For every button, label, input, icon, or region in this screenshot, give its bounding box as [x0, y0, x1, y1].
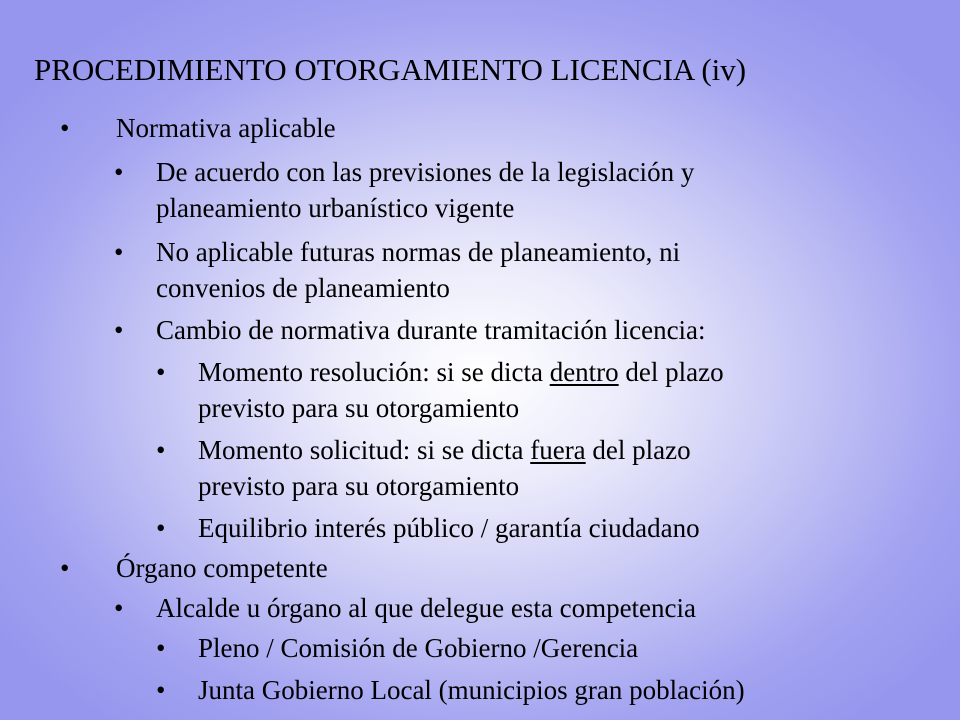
bullet-text-line: De acuerdo con las previsiones de la legislación y [156, 157, 695, 187]
bullet-icon: • [114, 315, 124, 345]
bullet-text: Órgano competente [116, 553, 328, 583]
bullet-text: Equilibrio interés público / garantía ciudadano [198, 513, 700, 543]
bullet-text: Junta Gobierno Local (municipios gran población) [198, 675, 745, 705]
slide-title: PROCEDIMIENTO OTORGAMIENTO LICENCIA (iv) [34, 52, 747, 87]
bullet-text-line: convenios de planeamiento [156, 273, 450, 303]
text-segment: del plazo [585, 435, 691, 465]
bullet-text-line: previsto para su otorgamiento [198, 393, 520, 423]
bullet-icon: • [156, 675, 166, 705]
bullet-icon: • [156, 633, 166, 663]
bullet-icon: • [114, 157, 124, 187]
bullet-text-line [198, 434, 691, 466]
text-segment: del plazo [618, 357, 724, 387]
bullet-text: Pleno / Comisión de Gobierno /Gerencia [198, 633, 639, 663]
text-segment: Momento solicitud: si se dicta [198, 435, 531, 465]
bullet-text-line: No aplicable futuras normas de planeamiento, ni [156, 237, 681, 267]
bullet-icon: • [114, 237, 124, 267]
bullet-text-line [198, 356, 724, 388]
underlined-word: fuera [530, 435, 586, 465]
bullet-icon: • [156, 513, 166, 543]
text-segment: Momento resolución: si se dicta [198, 357, 550, 387]
bullet-icon: • [156, 357, 166, 387]
bullet-text: Cambio de normativa durante tramitación licencia: [156, 315, 706, 345]
underlined-word: dentro [549, 357, 619, 387]
bullet-icon: • [156, 435, 166, 465]
bullet-icon: • [114, 593, 124, 623]
bullet-text: Alcalde u órgano al que delegue esta competencia [156, 593, 697, 623]
bullet-icon: • [60, 553, 70, 583]
bullet-icon: • [60, 113, 70, 143]
bullet-text-line: planeamiento urbanístico vigente [156, 193, 515, 223]
bullet-text-line: previsto para su otorgamiento [198, 471, 520, 501]
bullet-text: Normativa aplicable [116, 113, 336, 143]
